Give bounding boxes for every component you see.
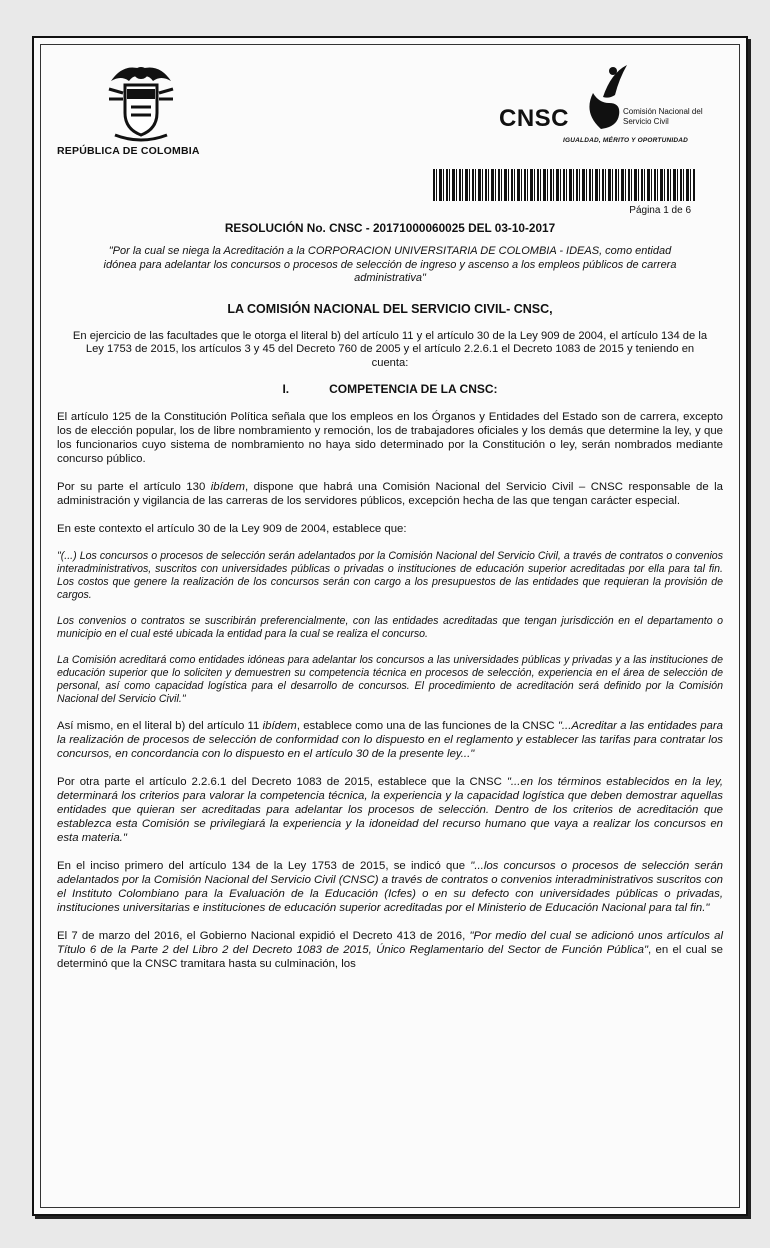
text-italic: ibídem — [210, 481, 245, 493]
coat-of-arms-icon — [101, 59, 181, 143]
page-frame — [40, 44, 740, 1208]
commission-heading: LA COMISIÓN NACIONAL DEL SERVICIO CIVIL- CNSC, — [227, 301, 553, 316]
cnsc-logo-name: Comisión Nacional del Servicio Civil — [623, 107, 703, 126]
country-name: REPÚBLICA DE COLOMBIA — [57, 145, 200, 157]
section-number: I. — [282, 382, 290, 396]
resolution-title: RESOLUCIÓN No. CNSC - 20171000060025 DEL 03-10-2017 — [224, 221, 556, 235]
cnsc-logo-slogan: IGUALDAD, MÉRITO Y OPORTUNIDAD — [563, 137, 689, 144]
resolution-subtitle: "Por la cual se niega la Acreditación a la CORPORACION UNIVERSITARIA DE COLOMBIA - IDEAS, como entidad idónea para adelantar los concursos o procesos de selección de ingreso y ascenso a los empleos públicos de carrera administrativa" — [103, 245, 677, 284]
section-heading — [57, 382, 723, 396]
quote-paragraph-1: "(...) Los concursos o procesos de selección serán adelantados por la Comisión Nacional del Servicio Civil, a través de contratos o convenios interadministrativos, suscritos con universidades públicas o privadas o instituciones de educación superior acreditadas por ella para tal fin. Los costos que genere la realización de los concursos serán con cargo a los presupuestos de las entidades que requieran la provisión de cargos. — [57, 550, 723, 601]
document-page — [32, 36, 748, 1216]
page-number: Página 1 de 6 — [629, 205, 691, 216]
section-title: COMPETENCIA DE LA CNSC: — [329, 382, 498, 396]
text: , dispone que habrá una Comisión Nacional del Servicio Civil – CNSC responsable de la administración y vigilancia de las carreras de los servidores públicos, excepción hecha de las que tengan carácter especial. — [57, 481, 723, 507]
text: , establece como una de las funciones de la CNSC — [296, 720, 558, 732]
cnsc-logo — [499, 63, 719, 143]
text-italic: "...los concursos o procesos de selección serán adelantados por la Comisión Nacional del Servicio Civil (CNSC) a través de contratos o convenios interadministrativos suscritos con el Instituto Colombiano para la Evaluación de la Educación (Icfes) o en su defecto con universidades públicas o privadas, instituciones universitarias e instituciones de educación superior acreditadas por el Ministerio de Educación Nacional para tal fin." — [57, 860, 724, 914]
paragraph-decree-1083 — [57, 775, 723, 845]
text: Así mismo, en el literal b) del artículo 11 — [57, 720, 263, 732]
text: El 7 de marzo del 2016, el Gobierno Nacional expidió el Decreto 413 de 2016, — [57, 930, 470, 942]
text: En el inciso primero del artículo 134 de la Ley 1753 de 2015, se indicó que — [57, 860, 471, 872]
paragraph-article-130 — [57, 480, 723, 508]
barcode — [433, 169, 695, 201]
paragraph-decree-413 — [57, 929, 723, 971]
document-body — [57, 221, 723, 985]
paragraph-article-30: En este contexto el artículo 30 de la Ley 909 de 2004, establece que: — [57, 523, 407, 535]
quote-paragraph-2: Los convenios o contratos se suscribirán preferencialmente, con las entidades acreditadas que tengan jurisdicción en el departamento o municipio en el cual esté ubicada la entidad para la cual se realiza el concurso. — [57, 615, 723, 640]
text-italic: "Por medio del cual se adicionó unos artículos al Título 6 de la Parte 2 del Libro 2 del Decreto 1083 de 2015, Único Reglamentario del Sector de Función Pública" — [57, 930, 723, 956]
paragraph-article-11 — [57, 719, 723, 761]
paragraph-article-125: El artículo 125 de la Constitución Política señala que los empleos en los Órganos y Entidades del Estado son de carrera, excepto los de elección popular, los de libre nombramiento y remoción, los de trabajadores oficiales y los demás que determine la ley, y que los funcionarios cuyo sistema de nombramiento no haya sido determinado por la Constitución o ley, serán nombrados mediante concurso público. — [57, 411, 723, 465]
text: Por su parte el artículo 130 — [57, 481, 211, 493]
text: Por otra parte el artículo 2.2.6.1 del Decreto 1083 de 2015, establece que la CNSC — [57, 776, 507, 788]
cnsc-logo-text: CNSC — [499, 105, 570, 132]
document-header — [41, 45, 739, 245]
text-italic: "...Acreditar a las entidades para la realización de procesos de selección de conformidad con lo dispuesto en el reglamento y establecer las tarifas para contratar los concursos, en concordancia con lo dispuesto en el artículo 30 de la presente ley..." — [57, 720, 724, 760]
text-italic: ibídem — [262, 720, 297, 732]
intro-paragraph: En ejercicio de las facultades que le otorga el literal b) del artículo 11 y el artículo 30 de la Ley 909 de 2004, el artículo 134 de la Ley 1753 de 2015, los artículos 3 y 45 del Decreto 760 de 2005 y el artículo 2.2.6.1 el Decreto 1083 de 2015 y teniendo en cuenta: — [72, 329, 708, 369]
quote-paragraph-3: La Comisión acreditará como entidades idóneas para adelantar los concursos a las universidades públicas y privadas y a las instituciones de educación superior que lo soliciten y demuestren su competencia técnica en procesos de selección, experiencia en el área de selección de personal, así como capacidad logística para el desarrollo de concursos. El procedimiento de acreditación será definido por la Comisión Nacional del Servicio Civil." — [57, 654, 723, 705]
paragraph-article-134 — [57, 859, 723, 915]
text: , en el cual se determinó que la CNSC tramitara hasta su culminación, los — [57, 944, 723, 970]
text-italic: "...en los términos establecidos en la ley, determinará los criterios para valorar la competencia técnica, la experiencia y la capacidad logística que deben demostrar aquellas entidades que quieran ser acreditadas para adelantar los procesos de selección. Dentro de los criterios de acreditación que establezca esta Comisión se privilegiará la experiencia y la idoneidad del recurso humano que vaya a realizar los concursos en esta materia." — [57, 776, 724, 844]
